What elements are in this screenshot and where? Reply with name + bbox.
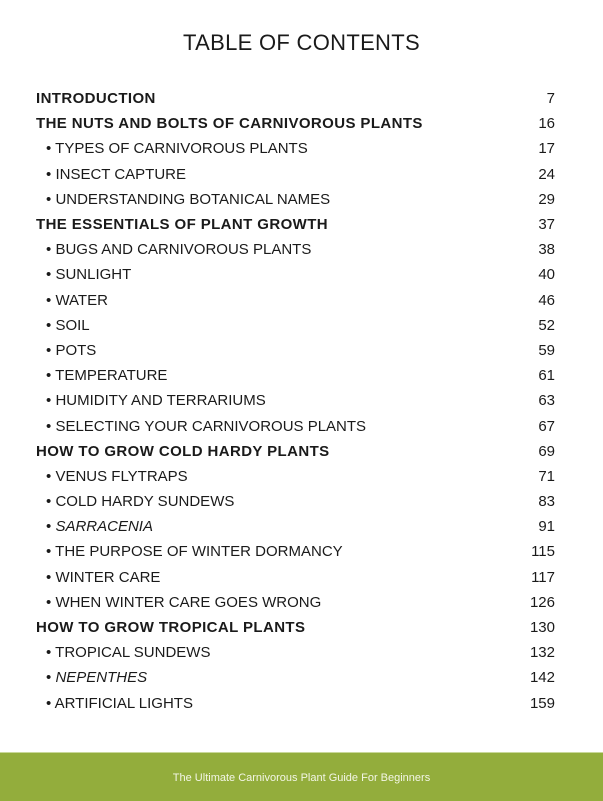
entry-title: HOW TO GROW TROPICAL PLANTS [36, 619, 306, 637]
entry-page-number: 17 [538, 140, 555, 158]
entry-label [36, 669, 147, 686]
entry-title: WATER [55, 291, 108, 309]
bullet-icon: • [46, 417, 52, 435]
entry-label [36, 292, 108, 309]
entry-title: NEPENTHES [55, 669, 148, 687]
entry-page-number: 61 [538, 367, 555, 385]
entry-title: VENUS FLYTRAPS [55, 467, 188, 485]
entry-label [36, 90, 156, 107]
entry-label [36, 216, 328, 233]
entry-label [36, 140, 308, 157]
entry-title: HOW TO GROW COLD HARDY PLANTS [36, 442, 330, 460]
bullet-icon: • [46, 543, 52, 561]
toc-section-entry[interactable] [36, 162, 555, 187]
toc-chapter-entry[interactable] [36, 111, 555, 136]
entry-label [36, 342, 96, 359]
entry-label [36, 166, 186, 183]
entry-label [36, 619, 305, 636]
entry-title: THE NUTS AND BOLTS OF CARNIVOROUS PLANTS [36, 115, 423, 133]
page-title: TABLE OF CONTENTS [183, 30, 420, 55]
entry-page-number: 91 [538, 518, 555, 536]
toc-chapter-entry[interactable] [36, 615, 555, 640]
entry-page-number: 37 [538, 216, 555, 234]
entry-page-number: 29 [538, 190, 555, 208]
entry-title: TEMPERATURE [55, 367, 168, 385]
entry-title: WHEN WINTER CARE GOES WRONG [55, 593, 322, 611]
toc-section-entry[interactable] [36, 313, 555, 338]
entry-page-number: 24 [538, 165, 555, 183]
toc-section-entry[interactable] [36, 187, 555, 212]
entry-label [36, 191, 330, 208]
toc-section-entry[interactable] [36, 262, 555, 287]
entry-label [36, 543, 343, 560]
entry-label [36, 569, 160, 586]
entry-label [36, 518, 153, 535]
entry-title: SOIL [55, 316, 90, 334]
entry-label [36, 443, 330, 460]
entry-page-number: 67 [538, 417, 555, 435]
entry-label [36, 418, 366, 435]
toc-chapter-entry[interactable] [36, 439, 555, 464]
footer-bar [0, 752, 603, 801]
entry-page-number: 130 [529, 619, 555, 637]
entry-title: THE PURPOSE OF WINTER DORMANCY [55, 543, 343, 561]
entry-title: INTRODUCTION [36, 90, 156, 108]
entry-page-number: 69 [538, 442, 555, 460]
bullet-icon: • [46, 518, 52, 536]
toc-section-entry[interactable] [36, 413, 555, 438]
entry-title: TROPICAL SUNDEWS [55, 644, 211, 662]
toc-section-entry[interactable] [36, 565, 555, 590]
entry-label [36, 594, 321, 611]
bullet-icon: • [46, 593, 52, 611]
bullet-icon: • [46, 241, 52, 259]
entry-page-number: 63 [538, 392, 555, 410]
entry-title: INSECT CAPTURE [55, 165, 187, 183]
toc-section-entry[interactable] [36, 363, 555, 388]
entry-page-number: 52 [538, 316, 555, 334]
bullet-icon: • [46, 644, 52, 662]
entry-title: ARTIFICIAL LIGHTS [54, 694, 193, 712]
entry-title: TYPES OF CARNIVOROUS PLANTS [55, 140, 308, 158]
toc-section-entry[interactable] [36, 489, 555, 514]
entry-label [36, 392, 266, 409]
entry-label [36, 115, 423, 132]
entry-label [36, 468, 188, 485]
footer-text: The Ultimate Carnivorous Plant Guide For Beginners [172, 772, 431, 784]
entry-page-number: 142 [529, 669, 555, 687]
toc-section-entry[interactable] [36, 590, 555, 615]
entry-page-number: 46 [538, 291, 555, 309]
toc-section-entry[interactable] [36, 665, 555, 690]
toc-section-entry[interactable] [36, 464, 555, 489]
entry-label [36, 644, 210, 661]
toc-section-entry[interactable] [36, 640, 555, 665]
bullet-icon: • [46, 291, 52, 309]
bullet-icon: • [46, 367, 52, 385]
entry-title: SELECTING YOUR CARNIVOROUS PLANTS [55, 417, 367, 435]
entry-title: THE ESSENTIALS OF PLANT GROWTH [36, 216, 328, 234]
entry-page-number: 38 [538, 241, 555, 259]
entry-page-number: 7 [546, 90, 555, 108]
entry-page-number: 159 [529, 694, 555, 712]
bullet-icon: • [46, 392, 52, 410]
toc-section-entry[interactable] [36, 514, 555, 539]
bullet-icon: • [46, 493, 52, 511]
bullet-icon: • [46, 467, 52, 485]
entry-title: SUNLIGHT [55, 266, 132, 284]
bullet-icon: • [46, 266, 52, 284]
entry-page-number: 83 [538, 493, 555, 511]
toc-section-entry[interactable] [36, 388, 555, 413]
bullet-icon: • [46, 341, 52, 359]
entry-title: COLD HARDY SUNDEWS [55, 493, 235, 511]
entry-title: BUGS AND CARNIVOROUS PLANTS [55, 241, 312, 259]
entry-page-number: 126 [529, 593, 555, 611]
bullet-icon: • [46, 190, 52, 208]
toc-section-entry[interactable] [36, 539, 555, 564]
entry-page-number: 132 [529, 644, 555, 662]
entry-page-number: 40 [538, 266, 555, 284]
toc-section-entry[interactable] [36, 136, 555, 161]
entry-page-number: 115 [531, 543, 555, 561]
entry-page-number: 71 [538, 467, 555, 485]
bullet-icon: • [46, 669, 52, 687]
table-of-contents [36, 86, 555, 716]
entry-title: SARRACENIA [55, 518, 153, 536]
entry-title: WINTER CARE [55, 568, 161, 586]
entry-label [36, 367, 167, 384]
bullet-icon: • [46, 140, 52, 158]
entry-title: UNDERSTANDING BOTANICAL NAMES [55, 190, 331, 208]
toc-section-entry[interactable] [36, 338, 555, 363]
entry-label [36, 493, 234, 510]
toc-section-entry[interactable] [36, 288, 555, 313]
bullet-icon: • [46, 316, 52, 334]
entry-label [36, 317, 90, 334]
toc-section-entry[interactable] [36, 691, 555, 716]
entry-page-number: 59 [538, 341, 555, 359]
entry-label [36, 241, 311, 258]
toc-section-entry[interactable] [36, 237, 555, 262]
toc-chapter-entry[interactable] [36, 86, 555, 111]
bullet-icon: • [46, 165, 52, 183]
toc-chapter-entry[interactable] [36, 212, 555, 237]
entry-title: HUMIDITY AND TERRARIUMS [55, 392, 266, 410]
bullet-icon: • [46, 568, 52, 586]
entry-title: POTS [55, 341, 97, 359]
entry-page-number: 16 [538, 115, 555, 133]
entry-page-number: 117 [531, 568, 555, 586]
bullet-icon: • [46, 694, 52, 712]
entry-label [36, 695, 193, 712]
entry-label [36, 266, 131, 283]
